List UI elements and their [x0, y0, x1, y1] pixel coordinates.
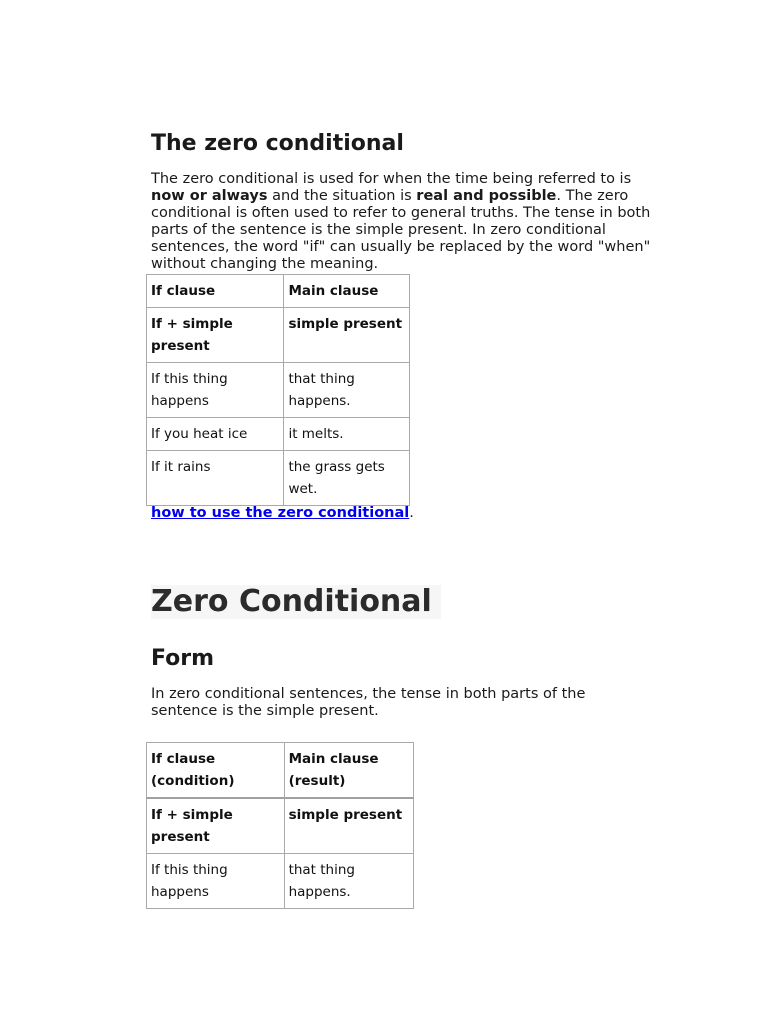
form-heading: Form	[151, 646, 215, 671]
table-cell: that thing happens.	[284, 363, 410, 418]
intro-text-3: . The zero conditional is often used to refer to general truths. The tense in both parts of the sentence is the simple present. In zero conditional sentences, the word "if" can usually be replaced by the word "when" without changing the meaning.	[151, 188, 651, 272]
table-row	[147, 451, 410, 506]
table-row	[147, 854, 414, 909]
intro-bold-real-and-possible: real and possible	[416, 188, 557, 204]
table-row	[147, 363, 410, 418]
table-cell: the grass gets wet.	[284, 451, 410, 506]
form-paragraph: In zero conditional sentences, the tense in both parts of the sentence is the simple present.	[151, 686, 586, 719]
table-form-row	[147, 798, 414, 854]
section-heading: The zero conditional	[151, 131, 404, 156]
intro-bold-now-or-always: now or always	[151, 188, 268, 204]
table-header-row	[147, 743, 414, 799]
table-cell: If it rains	[147, 451, 284, 506]
table-cell: If this thing happens	[147, 854, 285, 909]
table-cell: that thing happens.	[284, 854, 413, 909]
zero-conditional-link[interactable]: how to use the zero conditional	[151, 505, 410, 521]
table-cell: it melts.	[284, 418, 410, 451]
link-suffix: .	[409, 505, 414, 521]
form-main-cell: simple present	[284, 798, 413, 854]
table-row	[147, 418, 410, 451]
form-if-cell: If + simple present	[147, 308, 284, 363]
header-if-clause-condition: If clause (condition)	[147, 743, 285, 799]
table-cell: If you heat ice	[147, 418, 284, 451]
table-form-row	[147, 308, 410, 363]
page-title: Zero Conditional	[151, 585, 441, 619]
header-if-clause: If clause	[147, 275, 284, 308]
intro-text-2: and the situation is	[267, 188, 417, 204]
table-cell: If this thing happens	[147, 363, 284, 418]
intro-paragraph	[151, 171, 651, 273]
header-main-clause-result: Main clause (result)	[284, 743, 413, 799]
examples-table	[146, 274, 410, 506]
form-main-cell: simple present	[284, 308, 410, 363]
form-if-cell: If + simple present	[147, 798, 285, 854]
intro-text-1: The zero conditional is used for when the time being referred to is	[151, 171, 632, 187]
link-line	[151, 503, 414, 523]
table-header-row	[147, 275, 410, 308]
form-table	[146, 742, 414, 909]
header-main-clause: Main clause	[284, 275, 410, 308]
